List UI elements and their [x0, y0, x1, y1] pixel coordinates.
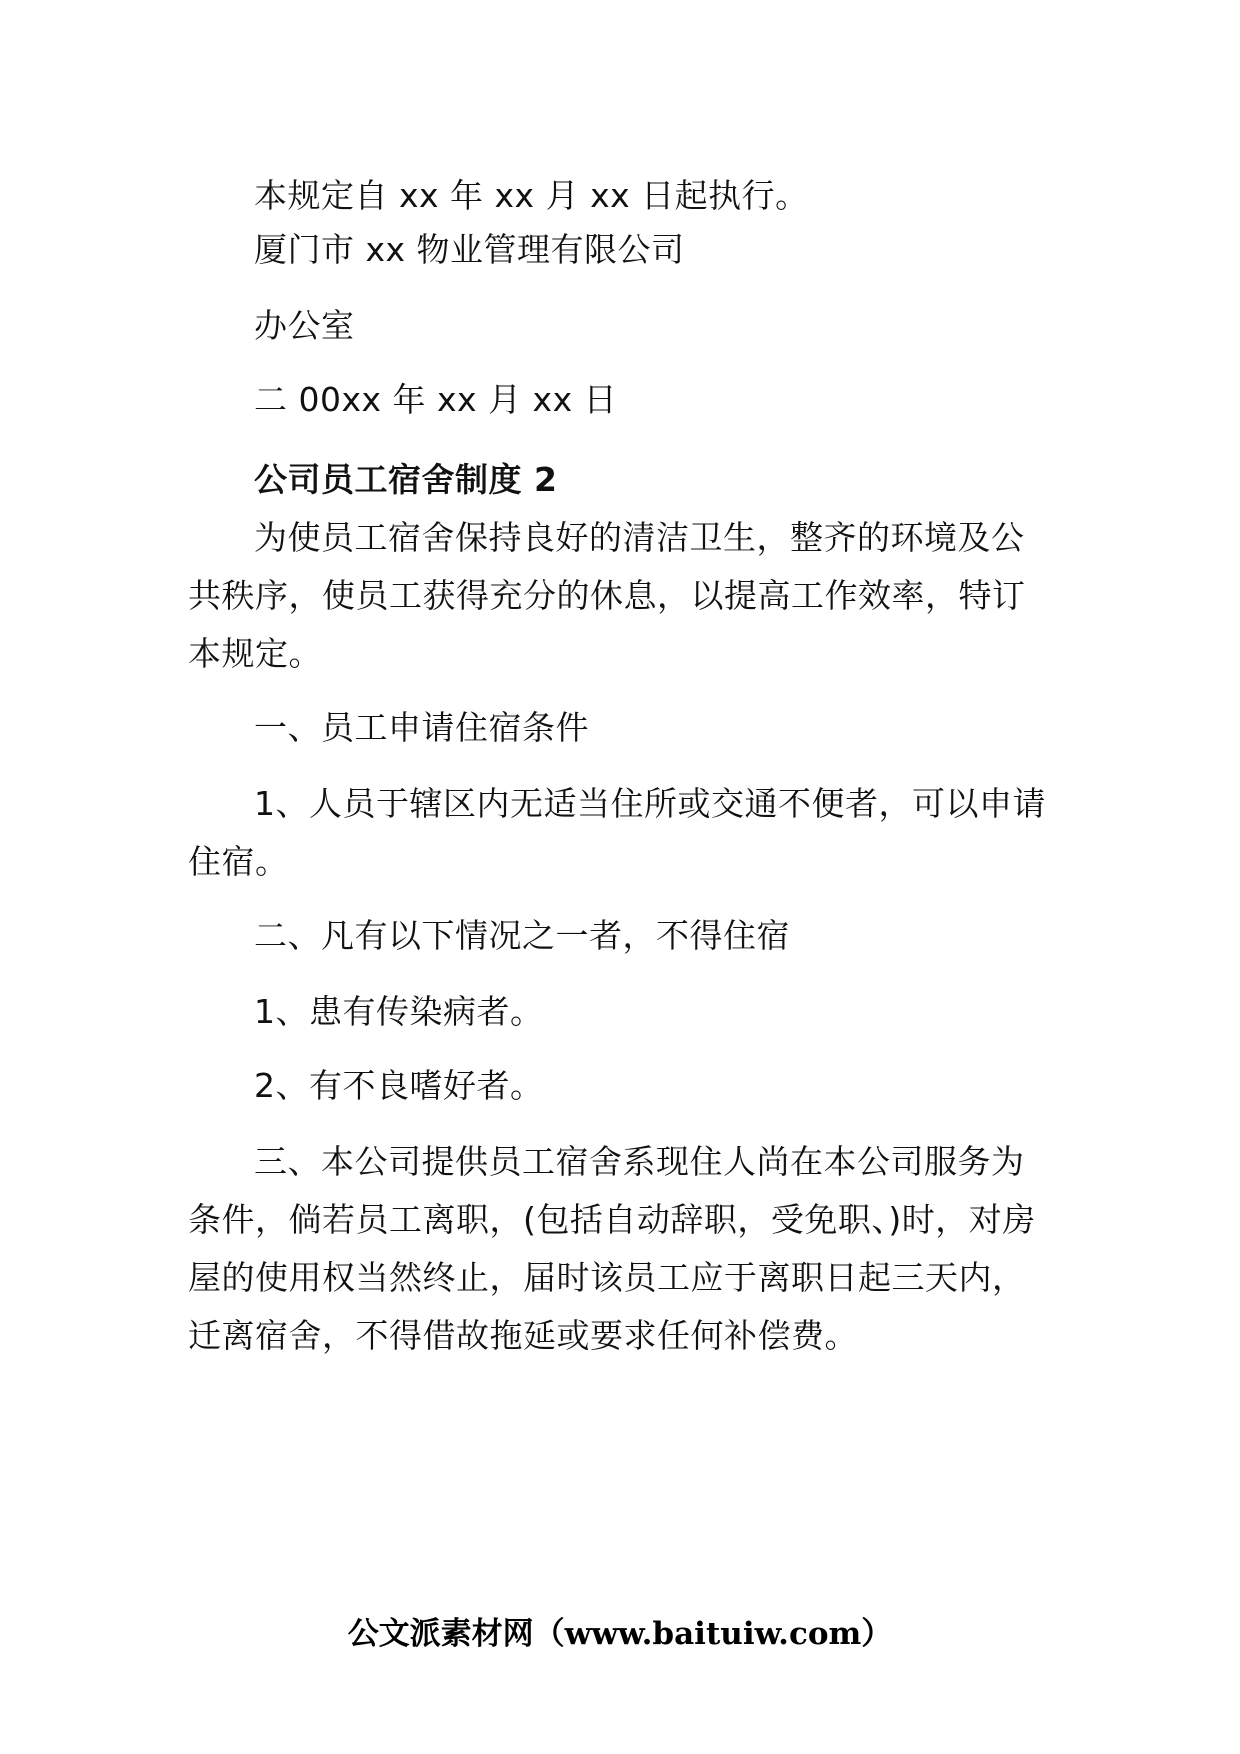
intro-paragraph-line-1: 为使员工宿舍保持良好的清洁卫生，整齐的环境及公: [254, 518, 1025, 557]
company-name-line: 厦门市 xx 物业管理有限公司: [254, 230, 685, 269]
clause-2-item-1: 1、患有传染病者。: [254, 992, 544, 1031]
footer-source: 公文派素材网（www.baituiw.com）: [347, 1616, 893, 1652]
clause-1-item-1-line-2: 住宿。: [188, 842, 289, 881]
clause-2-item-2: 2、有不良嗜好者。: [254, 1066, 544, 1105]
clause-3-line-3: 屋的使用权当然终止，届时该员工应于离职日起三天内，: [188, 1258, 1026, 1297]
clause-1-title: 一、员工申请住宿条件: [254, 708, 589, 747]
clause-3-line-2: 条件，倘若员工离职，(包括自动辞职，受免职、)时，对房: [188, 1200, 1036, 1239]
intro-paragraph-line-3: 本规定。: [188, 634, 322, 673]
intro-paragraph-line-2: 共秩序，使员工获得充分的休息，以提高工作效率，特订: [188, 576, 1026, 615]
effective-date-line: 本规定自 xx 年 xx 月 xx 日起执行。: [254, 176, 809, 215]
section-heading: 公司员工宿舍制度 2: [254, 460, 558, 499]
office-line: 办公室: [254, 306, 355, 345]
clause-3-line-1: 三、本公司提供员工宿舍系现住人尚在本公司服务为: [254, 1142, 1025, 1181]
clause-2-title: 二、凡有以下情况之一者，不得住宿: [254, 916, 790, 955]
date-line: 二 00xx 年 xx 月 xx 日: [254, 380, 618, 419]
clause-3-line-4: 迁离宿舍，不得借故拖延或要求任何补偿费。: [188, 1316, 858, 1355]
clause-1-item-1-line-1: 1、人员于辖区内无适当住所或交通不便者，可以申请: [254, 784, 1046, 823]
